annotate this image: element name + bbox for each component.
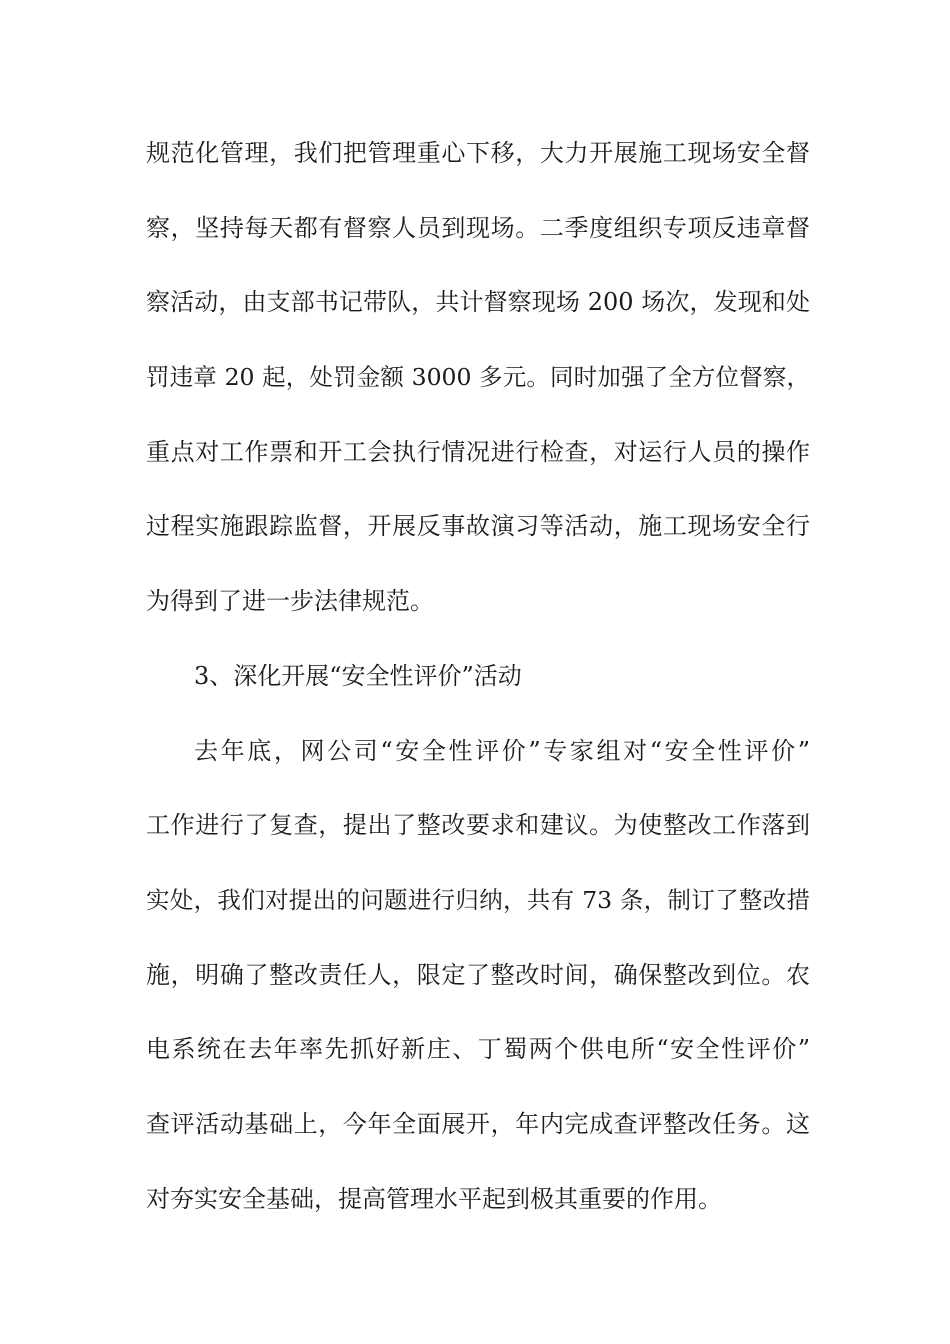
text-line: 察活动，由支部书记带队，共计督察现场 200 场次，发现和处	[146, 288, 810, 317]
text-line: 电系统在去年率先抓好新庄、丁蜀两个供电所“安全性评价”	[146, 1035, 810, 1064]
text-line: 规范化管理，我们把管理重心下移，大力开展施工现场安全督	[146, 139, 810, 167]
text-line: 察，坚持每天都有督察人员到现场。二季度组织专项反违章督	[146, 213, 810, 242]
text-line: 过程实施跟踪监督，开展反事故演习等活动，施工现场安全行	[146, 512, 810, 541]
text-line: 工作进行了复查，提出了整改要求和建议。为使整改工作落到	[146, 811, 810, 840]
section-heading: 3、深化开展“安全性评价”活动	[194, 661, 522, 690]
text-line: 去年底，网公司“安全性评价”专家组对“安全性评价”	[194, 736, 810, 765]
text-line: 对夯实安全基础，提高管理水平起到极其重要的作用。	[146, 1184, 722, 1213]
text-line: 施，明确了整改责任人，限定了整改时间，确保整改到位。农	[146, 960, 810, 989]
text-line: 实处，我们对提出的问题进行归纳，共有 73 条，制订了整改措	[146, 885, 810, 914]
text-line: 重点对工作票和开工会执行情况进行检查，对运行人员的操作	[146, 437, 810, 466]
text-line: 查评活动基础上，今年全面展开，年内完成查评整改任务。这	[146, 1109, 810, 1138]
text-line: 罚违章 20 起，处罚金额 3000 多元。同时加强了全方位督察，	[146, 363, 810, 392]
text-line: 为得到了进一步法律规范。	[146, 587, 434, 616]
body-text	[146, 126, 810, 1246]
